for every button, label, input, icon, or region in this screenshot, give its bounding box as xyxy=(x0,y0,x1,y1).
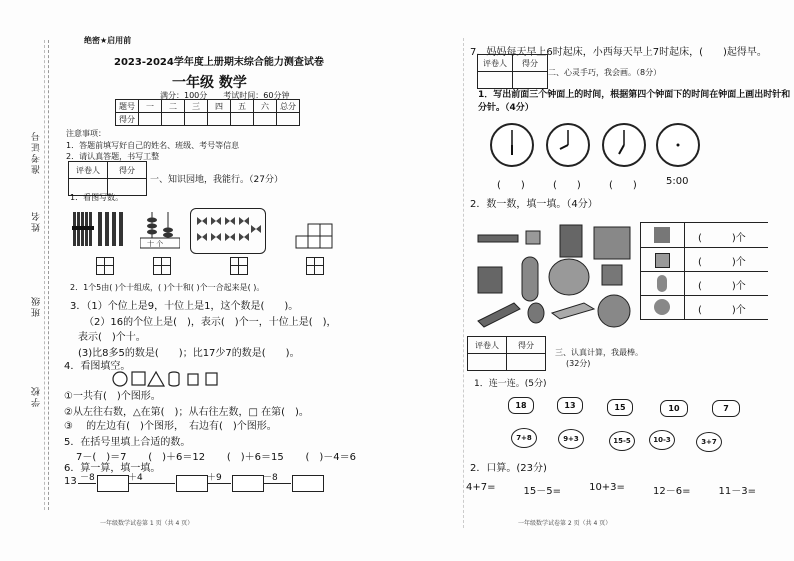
score-cell[interactable] xyxy=(231,113,254,126)
mental-math-item[interactable]: 15－5= xyxy=(523,486,562,497)
score-cell[interactable] xyxy=(277,113,300,126)
butterflies-image xyxy=(190,208,266,254)
question-4a: ①一共有( )个图形。 xyxy=(64,391,161,402)
side-label-name: 姓名 xyxy=(32,210,42,232)
page-divider xyxy=(463,38,464,528)
score-header: 五 xyxy=(231,100,254,113)
grader-cell[interactable] xyxy=(478,72,513,89)
subject-title: 一年级 数学 xyxy=(172,75,247,91)
chain-op: －8 xyxy=(80,473,95,483)
clock-answer[interactable]: ( ) xyxy=(609,180,637,191)
clock-answer[interactable]: ( ) xyxy=(497,180,525,191)
score-cell[interactable] xyxy=(162,113,185,126)
ball-expression[interactable]: 7+8 xyxy=(511,428,537,448)
question-2: 2．1个5由( )个十组成，( )个十和( )个一合起来是( )。 xyxy=(70,283,265,292)
exam-title: 2023-2024学年度上册期末综合能力测查试卷 xyxy=(114,57,324,68)
basket-number[interactable]: 7 xyxy=(712,400,740,417)
grader-cell[interactable] xyxy=(507,354,546,371)
abacus-label: 十 个 xyxy=(147,240,164,248)
clock-face xyxy=(490,123,534,167)
mental-math-item[interactable]: 11－3= xyxy=(718,486,756,497)
score-header: 二 xyxy=(162,100,185,113)
clock-face-blank[interactable] xyxy=(656,123,700,167)
chain-answer-box[interactable] xyxy=(232,475,264,492)
chain-answer-box[interactable] xyxy=(292,475,324,492)
ball-expression[interactable]: 3+7 xyxy=(696,432,722,452)
grader-cell[interactable] xyxy=(468,354,507,371)
section-2-q1-line1: 1．写出前面三个钟面上的时间，根据第四个钟面下的时间在钟面上画出时针和 xyxy=(478,90,791,100)
ball-expression[interactable]: 9+3 xyxy=(558,429,584,449)
basket-number[interactable]: 13 xyxy=(557,397,583,414)
question-7: 7．妈妈每天早上6时起床，小西每天早上7时起床，( )起得早。 xyxy=(470,47,767,58)
score-row-label: 得分 xyxy=(116,113,139,126)
score-header: 题号 xyxy=(116,100,139,113)
chain-arrow xyxy=(128,483,175,484)
answer-grid[interactable] xyxy=(96,257,114,275)
answer-grid[interactable] xyxy=(230,257,248,275)
answer-grid[interactable] xyxy=(153,257,171,275)
grader-label: 评卷人 xyxy=(468,337,507,354)
solids-image xyxy=(474,215,639,335)
question-4: 4．看图填空。 xyxy=(64,361,131,372)
section-2-q2: 2．数一数，填一填。（4分） xyxy=(470,199,598,210)
mental-math-row xyxy=(466,482,756,497)
section-3-q2: 2．口算。(23分) xyxy=(470,463,547,474)
binding-line xyxy=(48,40,49,510)
section-2-q1-line2: 分针。（4分） xyxy=(478,103,534,113)
question-5: 5．在括号里填上合适的数。 xyxy=(64,437,191,448)
exam-meta: 满分：100分 考试时间：60分钟 xyxy=(160,91,290,100)
grader-score-label: 得分 xyxy=(513,55,548,72)
clock-face xyxy=(546,123,590,167)
question-4b: ②从左往右数，△在第( )；从右往左数，□ 在第( )。 xyxy=(64,407,309,418)
grader-box-2 xyxy=(477,54,548,89)
count-blank[interactable]: ( )个 xyxy=(698,305,746,316)
clock-target-time: 5:00 xyxy=(666,176,689,187)
secret-label: 绝密★启用前 xyxy=(84,36,132,45)
fill-blank-item[interactable]: ( )＋6＝12 xyxy=(148,452,206,463)
count-blank[interactable]: ( )个 xyxy=(698,281,746,292)
cuboid-icon xyxy=(654,227,670,243)
section-3-title: 三、认真计算，我最棒。 xyxy=(555,348,643,357)
chain-answer-box[interactable] xyxy=(97,475,129,492)
section-3-points: (32分) xyxy=(566,359,591,368)
grader-box-3 xyxy=(467,336,546,371)
ball-expression[interactable]: 15-5 xyxy=(609,431,635,451)
sticks-image xyxy=(96,212,126,246)
score-cell[interactable] xyxy=(208,113,231,126)
section-3-q1: 1．连一连。(5分) xyxy=(474,379,547,389)
question-6: 6．算一算，填一填。 xyxy=(64,463,161,474)
score-header: 总分 xyxy=(277,100,300,113)
count-blank[interactable]: ( )个 xyxy=(698,233,746,244)
basket-number[interactable]: 10 xyxy=(660,400,688,417)
cylinder-icon xyxy=(657,275,667,292)
grader-label: 评卷人 xyxy=(69,162,108,179)
basket-number[interactable]: 15 xyxy=(607,399,633,416)
chain-arrow xyxy=(207,483,231,484)
clock-face xyxy=(602,123,646,167)
fill-blank-item[interactable]: 7－( )＝7 xyxy=(76,452,127,463)
score-header: 一 xyxy=(139,100,162,113)
page1-footer: 一年级数学试卷第 1 页（共 4 页） xyxy=(100,520,194,527)
cubes-image xyxy=(294,222,334,252)
question-3b: （2）16的个位上是( )，表示( )个一，十位上是( )， xyxy=(84,317,337,328)
grader-label: 评卷人 xyxy=(478,55,513,72)
cube-icon xyxy=(655,253,670,268)
shapes-row xyxy=(112,370,222,388)
answer-grid[interactable] xyxy=(306,257,324,275)
section-1-title: 一、知识园地，我能行。（27分） xyxy=(150,175,283,185)
score-table xyxy=(115,99,300,126)
chain-arrow xyxy=(78,483,96,484)
chain-op: ＋4 xyxy=(128,473,143,483)
mental-math-item[interactable]: 12－6= xyxy=(653,486,691,497)
mental-math-item[interactable]: 4+7= xyxy=(466,482,496,493)
question-3d: (3)比8多5的数是( )；比17少7的数是( )。 xyxy=(78,348,300,359)
score-cell[interactable] xyxy=(139,113,162,126)
ball-expression[interactable]: 10-3 xyxy=(649,430,675,450)
score-cell[interactable] xyxy=(254,113,277,126)
question-3a: 3．（1）个位上是9，十位上是1，这个数是( )。 xyxy=(70,301,299,312)
fill-blank-item[interactable]: ( )＋6＝15 xyxy=(226,452,284,463)
chain-arrow xyxy=(263,483,291,484)
notes-title: 注意事项： xyxy=(66,129,106,138)
score-cell[interactable] xyxy=(185,113,208,126)
note-2: 2．请认真答题，书写工整 xyxy=(66,152,160,161)
fill-blank-item[interactable]: ( )－4＝6 xyxy=(305,452,356,463)
page2-footer: 一年级数学试卷第 2 页（共 4 页） xyxy=(518,520,612,527)
side-label-class: 班级 xyxy=(32,295,42,317)
side-label-exam-id: 准考证号 xyxy=(32,130,42,174)
score-header: 四 xyxy=(208,100,231,113)
mental-math-item[interactable]: 10+3= xyxy=(589,482,625,493)
chain-answer-box[interactable] xyxy=(176,475,208,492)
score-header: 六 xyxy=(254,100,277,113)
grader-score-label: 得分 xyxy=(108,162,147,179)
chain-op: －8 xyxy=(263,473,278,483)
score-header: 三 xyxy=(185,100,208,113)
question-1: 1．看图写数。 xyxy=(70,193,124,202)
grader-box-1 xyxy=(68,161,147,196)
section-2-title: 二、心灵手巧，我会画。（8分） xyxy=(548,68,662,77)
clock-answer[interactable]: ( ) xyxy=(553,180,581,191)
sphere-icon xyxy=(654,299,670,315)
question-3c: 表示( )个十。 xyxy=(78,332,146,343)
sticks-bundle-image xyxy=(72,212,94,246)
question-4c: ③ 的左边有( )个图形， 右边有( )个图形。 xyxy=(64,421,277,432)
chain-op: ＋9 xyxy=(207,473,222,483)
basket-number[interactable]: 18 xyxy=(508,397,534,414)
grader-score-label: 得分 xyxy=(507,337,546,354)
side-label-school: 学校 xyxy=(32,385,42,407)
grader-cell[interactable] xyxy=(513,72,548,89)
count-table xyxy=(640,222,768,320)
note-1: 1．答题前填写好自己的姓名、班级、考号等信息 xyxy=(66,141,240,150)
chain-start: 13 xyxy=(64,476,77,487)
count-blank[interactable]: ( )个 xyxy=(698,257,746,268)
binding-line-inner xyxy=(44,40,45,510)
